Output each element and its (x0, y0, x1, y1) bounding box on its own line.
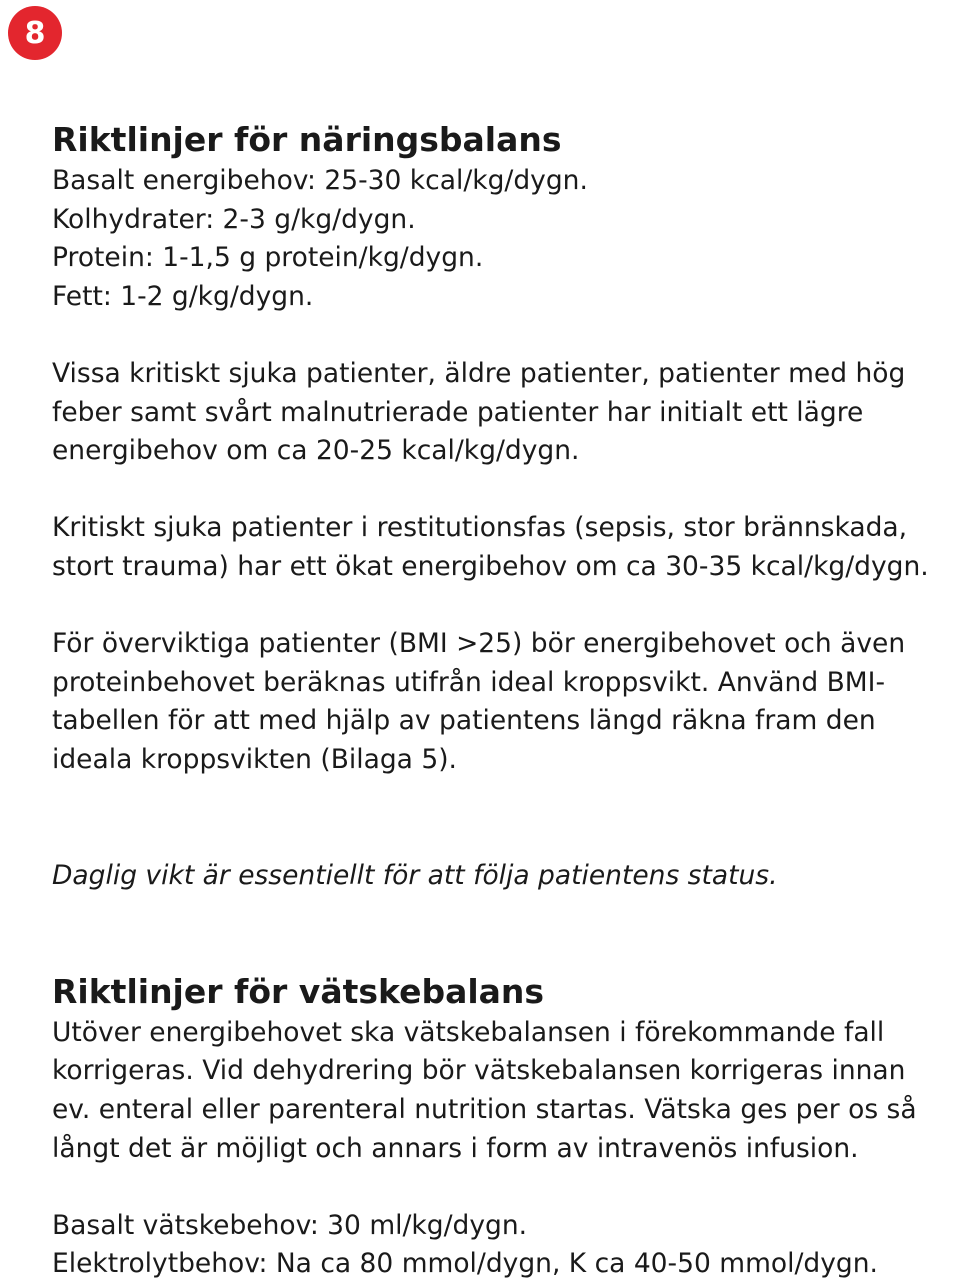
text-line: stort trauma) har ett ökat energibehov om ca 30-35 kcal/kg/dygn. (52, 550, 929, 582)
nutrition-guidelines (52, 162, 957, 316)
paragraph-lower-energy-need (52, 355, 957, 471)
text-line: tabellen för att med hjälp av patientens längd räkna fram den (52, 705, 876, 737)
guideline-energy: Basalt energibehov: 25-30 kcal/kg/dygn. (52, 165, 588, 196)
text-line: korrigeras. Vid dehydrering bör vätskebalansen korrigeras innan (52, 1055, 906, 1087)
text-line: Vissa kritiskt sjuka patienter, äldre patienter, patienter med hög (52, 357, 906, 389)
text-line: Kritiskt sjuka patienter i restitutionsfas (sepsis, stor brännskada, (52, 512, 908, 544)
guideline-fat: Fett: 1-2 g/kg/dygn. (52, 280, 314, 312)
fluid-electrolyte-needs (52, 1207, 957, 1284)
page-number-badge: 8 (8, 6, 62, 60)
text-line: ideala kroppsvikten (Bilaga 5). (52, 743, 457, 775)
paragraph-overweight-patients (52, 625, 957, 779)
heading-nutrition-balance: Riktlinjer för näringsbalans (52, 120, 562, 159)
text-line: Utöver energibehovet ska vätskebalansen i förekommande fall (52, 1016, 885, 1048)
paragraph-fluid-correction (52, 1014, 957, 1168)
heading-fluid-balance: Riktlinjer för vätskebalans (52, 971, 545, 1011)
guideline-carbohydrates: Kolhydrater: 2-3 g/kg/dygn. (52, 203, 416, 235)
text-line: proteinbehovet beräknas utifrån ideal kroppsvikt. Använd BMI- (52, 666, 886, 698)
text-line: ev. enteral eller parenteral nutrition startas. Vätska ges per os så (52, 1094, 917, 1126)
daily-weight-note: Daglig vikt är essentiellt för att följa patientens status. (52, 859, 778, 891)
electrolyte-need: Elektrolytbehov: Na ca 80 mmol/dygn, K ca 40-50 mmol/dygn. (52, 1248, 878, 1280)
document-body (52, 118, 957, 1284)
guideline-protein: Protein: 1-1,5 g protein/kg/dygn. (52, 242, 484, 274)
text-line: energibehov om ca 20-25 kcal/kg/dygn. (52, 435, 580, 467)
text-line: För överviktiga patienter (BMI >25) bör energibehovet och även (52, 628, 906, 660)
paragraph-increased-energy-need (52, 509, 957, 586)
text-line: feber samt svårt malnutrierade patienter har initialt ett lägre (52, 396, 864, 428)
text-line: långt det är möjligt och annars i form av intravenös infusion. (52, 1132, 859, 1164)
fluid-need: Basalt vätskebehov: 30 ml/kg/dygn. (52, 1209, 528, 1241)
